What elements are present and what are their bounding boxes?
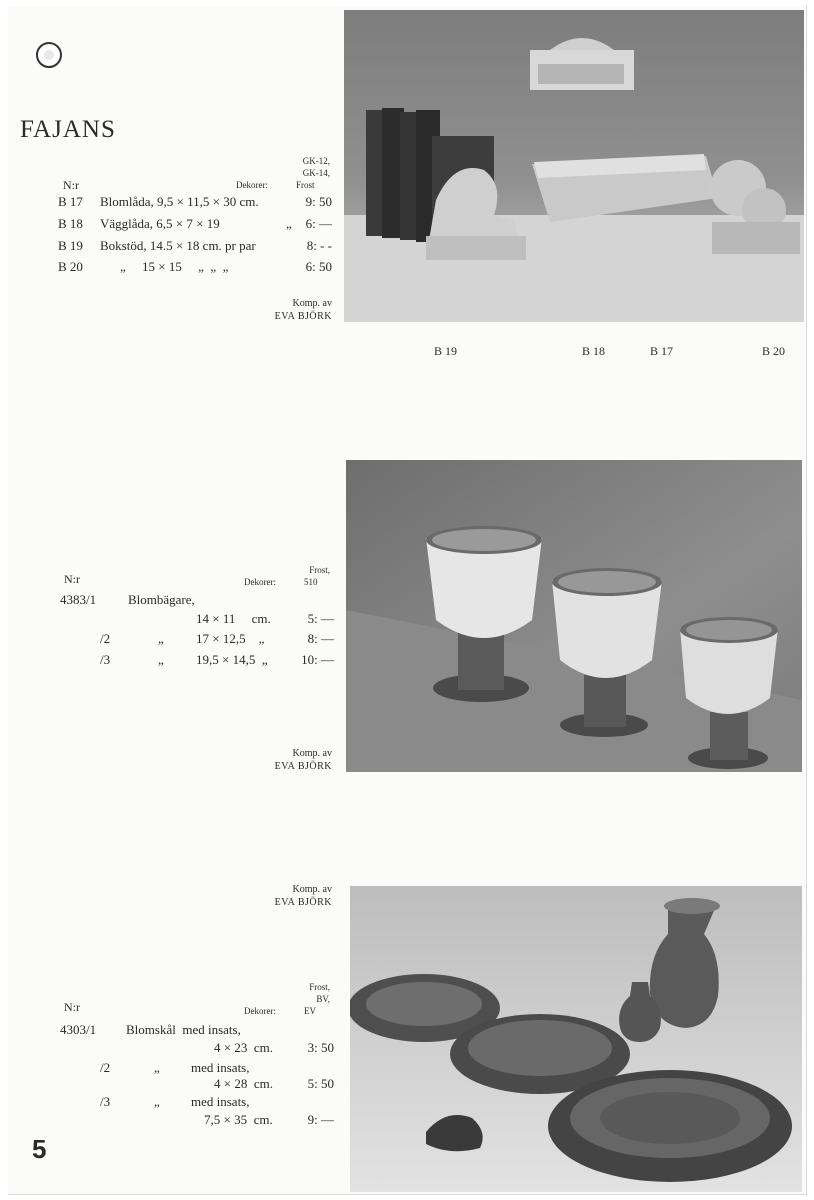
item-price: 3: 50 bbox=[307, 1040, 334, 1055]
item-size: 17 × 12,5 „ bbox=[196, 631, 265, 646]
decor-value: Frost bbox=[296, 180, 315, 190]
item-desc: Blomlåda, 9,5 × 11,5 × 30 cm. bbox=[100, 194, 259, 209]
item-desc: med insats, bbox=[191, 1060, 250, 1075]
decor-label: Dekorer: bbox=[244, 1006, 276, 1016]
nr-label: N:r bbox=[63, 178, 79, 192]
item-size: 4 × 23 cm. bbox=[214, 1040, 273, 1055]
item-price: 10: — bbox=[301, 652, 334, 667]
item-size: 14 × 11 cm. bbox=[196, 611, 271, 626]
item-desc: Blomskål med insats, bbox=[126, 1022, 241, 1037]
decor-label: Dekorer: bbox=[236, 180, 268, 190]
item-num: B 17 bbox=[58, 194, 83, 209]
item-price: 6: — bbox=[305, 216, 332, 231]
item-size: 4 × 28 cm. bbox=[214, 1076, 273, 1091]
nr-label: N:r bbox=[64, 1000, 80, 1014]
item-desc: Vägglåda, 6,5 × 7 × 19 bbox=[100, 216, 220, 231]
designer-name: EVA BJÖRK bbox=[274, 311, 332, 322]
item-price: 9: 50 bbox=[305, 194, 332, 209]
page-number: 5 bbox=[32, 1134, 47, 1164]
ditto-mark: „ bbox=[154, 1094, 160, 1109]
nr-label: N:r bbox=[64, 572, 80, 586]
decor-code-3: EV bbox=[304, 1006, 316, 1016]
item-price: 9: — bbox=[307, 1112, 334, 1127]
caption-b18: B 18 bbox=[582, 344, 606, 358]
decor-label: Dekorer: bbox=[244, 577, 276, 587]
item-price: 8: - - bbox=[306, 238, 332, 253]
product-photo-b17-b20 bbox=[344, 10, 804, 322]
item-price: 6: 50 bbox=[305, 259, 332, 274]
page-title: FAJANS bbox=[20, 116, 116, 143]
decor-value: 510 bbox=[304, 577, 318, 587]
decor-code-1: Frost, bbox=[309, 982, 330, 992]
item-num: 4303/1 bbox=[60, 1022, 97, 1037]
decor-code-1: GK-12, bbox=[302, 156, 330, 166]
caption-b19: B 19 bbox=[434, 344, 458, 358]
designer-name: EVA BJÖRK bbox=[274, 761, 332, 772]
caption-b20: B 20 bbox=[762, 344, 786, 358]
item-num: /2 bbox=[100, 631, 111, 646]
komp-label: Komp. av bbox=[292, 884, 332, 895]
punch-hole bbox=[36, 42, 62, 68]
ditto-mark: „ bbox=[158, 631, 164, 646]
caption-b17: B 17 bbox=[650, 344, 674, 358]
item-price: 5: — bbox=[307, 611, 334, 626]
item-size: 19,5 × 14,5 „ bbox=[196, 652, 268, 667]
item-num: /2 bbox=[100, 1060, 111, 1075]
catalog-page bbox=[8, 6, 807, 1195]
item-price: 5: 50 bbox=[307, 1076, 334, 1091]
designer-name: EVA BJÖRK bbox=[274, 897, 332, 908]
item-desc: „ 15 × 15 „ „ „ bbox=[120, 259, 229, 274]
ditto-mark: „ bbox=[154, 1060, 160, 1075]
komp-label: Komp. av bbox=[292, 298, 332, 309]
item-num: B 19 bbox=[58, 238, 83, 253]
item-num: B 20 bbox=[58, 259, 83, 274]
item-desc: Blombägare, bbox=[128, 592, 195, 607]
ditto-mark: „ bbox=[158, 652, 164, 667]
item-desc: med insats, bbox=[191, 1094, 250, 1109]
item-num: B 18 bbox=[58, 216, 83, 231]
item-size: 7,5 × 35 cm. bbox=[204, 1112, 273, 1127]
item-num: /3 bbox=[100, 1094, 111, 1109]
product-photo-4303 bbox=[350, 886, 802, 1192]
decor-top: Frost, bbox=[309, 565, 330, 575]
item-num: 4383/1 bbox=[60, 592, 97, 607]
product-photo-4383 bbox=[346, 460, 802, 772]
decor-code-2: GK-14, bbox=[302, 168, 330, 178]
item-price: 8: — bbox=[307, 631, 334, 646]
item-num: /3 bbox=[100, 652, 111, 667]
decor-code-2: BV, bbox=[316, 994, 330, 1004]
item-desc: Bokstöd, 14.5 × 18 cm. pr par bbox=[100, 238, 256, 253]
ditto-mark: „ bbox=[286, 216, 292, 231]
komp-label: Komp. av bbox=[292, 748, 332, 759]
